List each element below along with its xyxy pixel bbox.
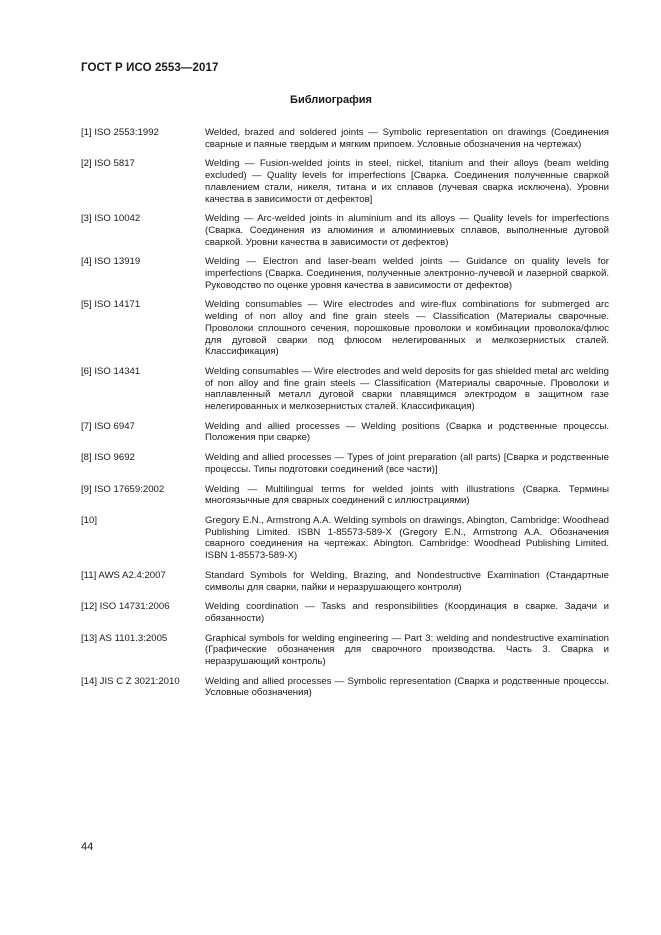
entry-text: Welding and allied processes — Symbolic representation (Сварка и родственные процессы. Условные обозначения) (205, 675, 609, 699)
entry-reference: [1] ISO 2553:1992 (81, 127, 159, 138)
entry-text: Welding coordination — Tasks and responsibilities (Координация в сварке. Задачи и обязанности) (205, 601, 609, 624)
bibliography-entry (81, 633, 609, 668)
entry-text: Welding consumables — Wire electrodes and wire-flux combinations for submerged arc welding of non alloy and fine grain steels — Classification (Материалы сварочные. Проволоки сплошного сечения, порошковые проволоки и комбинации проволока/флюс для дуговой сварки под флюсом нелегированных и мелкозернистых сталей. Классификация) (205, 299, 609, 358)
entry-text: Welding — Electron and laser-beam welded joints — Guidance on quality levels for imperfections (Сварка. Соединения, полученные электронно-лучевой и лазерной сваркой. Руководство по оценке уровня качества в зависимости от дефектов) (205, 256, 609, 291)
entry-text: Welding and allied processes — Welding positions (Сварка и родственные процессы. Положения при сварке) (205, 420, 609, 444)
entry-text: Graphical symbols for welding engineering — Part 3: welding and nondestructive examination (Графические обозначения для сварочного производства. Часть 3. Сварка и неразрушающий контроль) (205, 632, 609, 668)
bibliography-entry (81, 256, 609, 291)
entry-reference: [8] ISO 9692 (81, 452, 135, 464)
entry-reference: [14] JIS C Z 3021:2010 (81, 675, 180, 687)
entry-text: Standard Symbols for Welding, Brazing, and Nondestructive Examination (Стандартные символы для сварки, пайки и неразрушающего контроля) (205, 569, 609, 593)
entry-reference: [3] ISO 10042 (81, 213, 141, 225)
bibliography-entry (81, 676, 609, 699)
entry-text: Welding consumables — Wire electrodes and weld deposits for gas shielded metal arc welding of non alloy and fine grain steels — Classification (Материалы сварочные. Проволоки и наплавленный металл дуговой сварки плавящимся электродом в защитном газе нелегированных и мелкозернистых сталей. Классификация) (205, 365, 609, 413)
page-number: 44 (81, 841, 94, 853)
entry-reference: [13] AS 1101.3:2005 (81, 632, 168, 644)
bibliography-entry (81, 213, 609, 248)
entry-reference: [10] (81, 514, 98, 526)
entry-text: Welded, brazed and soldered joints — Symbolic representation on drawings (Соединения сварные и паяные твердым и мягким припоем. Условные обозначения на чертежах) (205, 127, 609, 150)
bibliography-entry (81, 299, 609, 358)
bibliography-entry (81, 366, 609, 413)
entry-reference: [4] ISO 13919 (81, 256, 141, 268)
bibliography-entry (81, 601, 609, 624)
entry-reference: [9] ISO 17659:2002 (81, 483, 165, 495)
bibliography-entry (81, 484, 609, 507)
entry-text: Welding — Multilingual terms for welded joints with illustrations (Сварка. Термины многоязычные для сварных соединений с иллюстрациями) (205, 483, 609, 507)
bibliography-entry (81, 515, 609, 562)
bibliography-entry (81, 421, 609, 444)
entry-reference: [2] ISO 5817 (81, 158, 135, 170)
entry-reference: [6] ISO 14341 (81, 365, 141, 377)
bibliography-entry (81, 452, 609, 475)
entry-text: Gregory E.N., Armstrong A.A. Welding symbols on drawings, Abington, Cambridge: Woodhead Publishing Limited. ISBN 1-85573-589-X (Gregory E.N., Armstrong A.A. Обозначения сварного соединения на чертежах. Abington. Cambridge: Woodhead Publishing Limited. ISBN 1-85573-589-X) (205, 514, 609, 562)
bibliography-entry (81, 570, 609, 593)
bibliography-entry (81, 158, 609, 205)
entry-reference: [5] ISO 14171 (81, 299, 141, 311)
entry-text: Welding and allied processes — Types of joint preparation (all parts) [Сварка и родственные процессы. Типы подготовки соединений (все части)] (205, 452, 609, 475)
document-code: ГОСТ Р ИСО 2553—2017 (81, 62, 219, 74)
entry-reference: [7] ISO 6947 (81, 420, 135, 432)
entry-text: Welding — Fusion-welded joints in steel, nickel, titanium and their alloys (beam welding excluded) — Quality levels for imperfections [Сварка. Соединения полученные сваркой плавлением стали, никеля, титана и их сплавов (лучевая сварка исключена). Уровни качества в зависимости от дефектов] (205, 158, 609, 205)
entry-reference: [11] AWS A2.4:2007 (81, 569, 166, 581)
bibliography-entry (81, 127, 609, 150)
bibliography-list (81, 127, 609, 707)
entry-reference: [12] ISO 14731:2006 (81, 601, 170, 613)
entry-text: Welding — Arc-welded joints in aluminium and its alloys — Quality levels for imperfections (Сварка. Соединения из алюминия и алюминиевых сплавов, выполненные дуговой сваркой. Уровни качества в зависимости от дефектов) (205, 213, 609, 248)
bibliography-title: Библиография (290, 94, 372, 106)
